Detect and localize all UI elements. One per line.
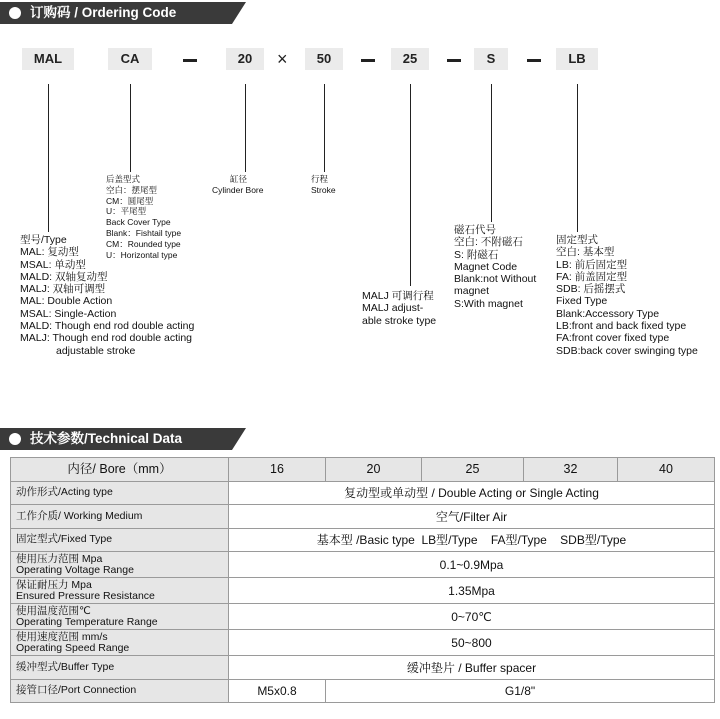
row-value: 缓冲垫片 / Buffer spacer xyxy=(229,656,715,680)
bore-description: 缸径 Cylinder Bore xyxy=(212,174,264,195)
table-row xyxy=(11,578,715,604)
fixed-description: 固定型式 空白: 基本型 LB: 前后固定型 FA: 前盖固定型 SDB: 后摇摆式 Fixed Type Blank:Accessory Type LB:front and back fixed type FA:front cover fixed type SDB:back cover swinging type xyxy=(556,234,698,357)
magnet-description: 磁石代号 空白: 不附磁石 S: 附磁石 Magnet Code Blank:not Without magnet S:With magnet xyxy=(454,224,537,310)
bore-value: 20 xyxy=(326,458,422,482)
connector-line xyxy=(491,84,492,222)
table-row xyxy=(11,630,715,656)
separator-dash xyxy=(361,59,375,62)
connector-line xyxy=(410,84,411,286)
row-label: 使用压力范围 Mpa Operating Voltage Range xyxy=(11,552,229,578)
bore-value: 25 xyxy=(422,458,524,482)
back-cover-description: 后盖型式 空白：摆尾型 CM：圆尾型 U：平尾型 Back Cover Type Blank：Fishtail type CM：Rounded type U：Horizontal type xyxy=(106,174,182,260)
bore-label: 内径/ Bore（mm） xyxy=(11,458,229,482)
bullet-icon xyxy=(9,433,21,445)
table-row xyxy=(11,481,715,505)
connector-line xyxy=(324,84,325,172)
row-label: 动作形式/Acting type xyxy=(11,481,229,505)
table-row xyxy=(11,505,715,529)
row-label: 使用温度范围℃ Operating Temperature Range xyxy=(11,604,229,630)
technical-data-header xyxy=(0,428,232,450)
row-value: 50~800 xyxy=(229,630,715,656)
row-value: 基本型 /Basic type LB型/Type FA型/Type SDB型/Type xyxy=(229,528,715,552)
times-sign: × xyxy=(277,49,288,69)
technical-data-title: 技术参数/Technical Data xyxy=(30,431,183,446)
bore-value: 40 xyxy=(618,458,715,482)
table-row xyxy=(11,604,715,630)
connector-line xyxy=(130,84,131,172)
row-label: 缓冲型式/Buffer Type xyxy=(11,656,229,680)
code-magnet: S xyxy=(474,48,508,70)
bore-value: 16 xyxy=(229,458,326,482)
row-label: 固定型式/Fixed Type xyxy=(11,528,229,552)
table-header-row xyxy=(11,458,715,482)
code-adjust: 25 xyxy=(391,48,429,70)
code-fixed: LB xyxy=(556,48,598,70)
technical-data-table xyxy=(10,457,715,703)
ordering-code-header xyxy=(0,2,232,24)
code-type: MAL xyxy=(22,48,74,70)
type-description: 型号/Type MAL: 复动型 MSAL: 单动型 MALD: 双轴复动型 MALJ: 双轴可调型 MAL: Double Action MSAL: Single-Action MALD: Though end rod double acting MALJ: Though end rod double acting adjustable stroke xyxy=(20,234,195,357)
row-label: 接管口径/Port Connection xyxy=(11,679,229,703)
separator-dash xyxy=(527,59,541,62)
connector-line xyxy=(48,84,49,232)
bullet-icon xyxy=(9,7,21,19)
table-row xyxy=(11,656,715,680)
ordering-code-title: 订购码 / Ordering Code xyxy=(30,5,177,20)
code-stroke: 50 xyxy=(305,48,343,70)
table-row xyxy=(11,552,715,578)
port-small: M5x0.8 xyxy=(229,679,326,703)
separator-dash xyxy=(447,59,461,62)
connector-line xyxy=(245,84,246,172)
bore-value: 32 xyxy=(524,458,618,482)
table-row xyxy=(11,528,715,552)
row-value: 空气/Filter Air xyxy=(229,505,715,529)
adjust-description: MALJ 可调行程 MALJ adjust- able stroke type xyxy=(362,290,437,327)
row-value: 0~70℃ xyxy=(229,604,715,630)
port-large: G1/8" xyxy=(326,679,715,703)
separator-dash xyxy=(183,59,197,62)
row-value: 0.1~0.9Mpa xyxy=(229,552,715,578)
code-bore: 20 xyxy=(226,48,264,70)
row-label: 保证耐压力 Mpa Ensured Pressure Resistance xyxy=(11,578,229,604)
row-label: 使用速度范围 mm/s Operating Speed Range xyxy=(11,630,229,656)
row-label: 工作介质/ Working Medium xyxy=(11,505,229,529)
stroke-description: 行程 Stroke xyxy=(311,174,336,195)
row-value: 1.35Mpa xyxy=(229,578,715,604)
row-value: 复动型或单动型 / Double Acting or Single Acting xyxy=(229,481,715,505)
connector-line xyxy=(577,84,578,232)
table-row xyxy=(11,679,715,703)
code-back-cover: CA xyxy=(108,48,152,70)
